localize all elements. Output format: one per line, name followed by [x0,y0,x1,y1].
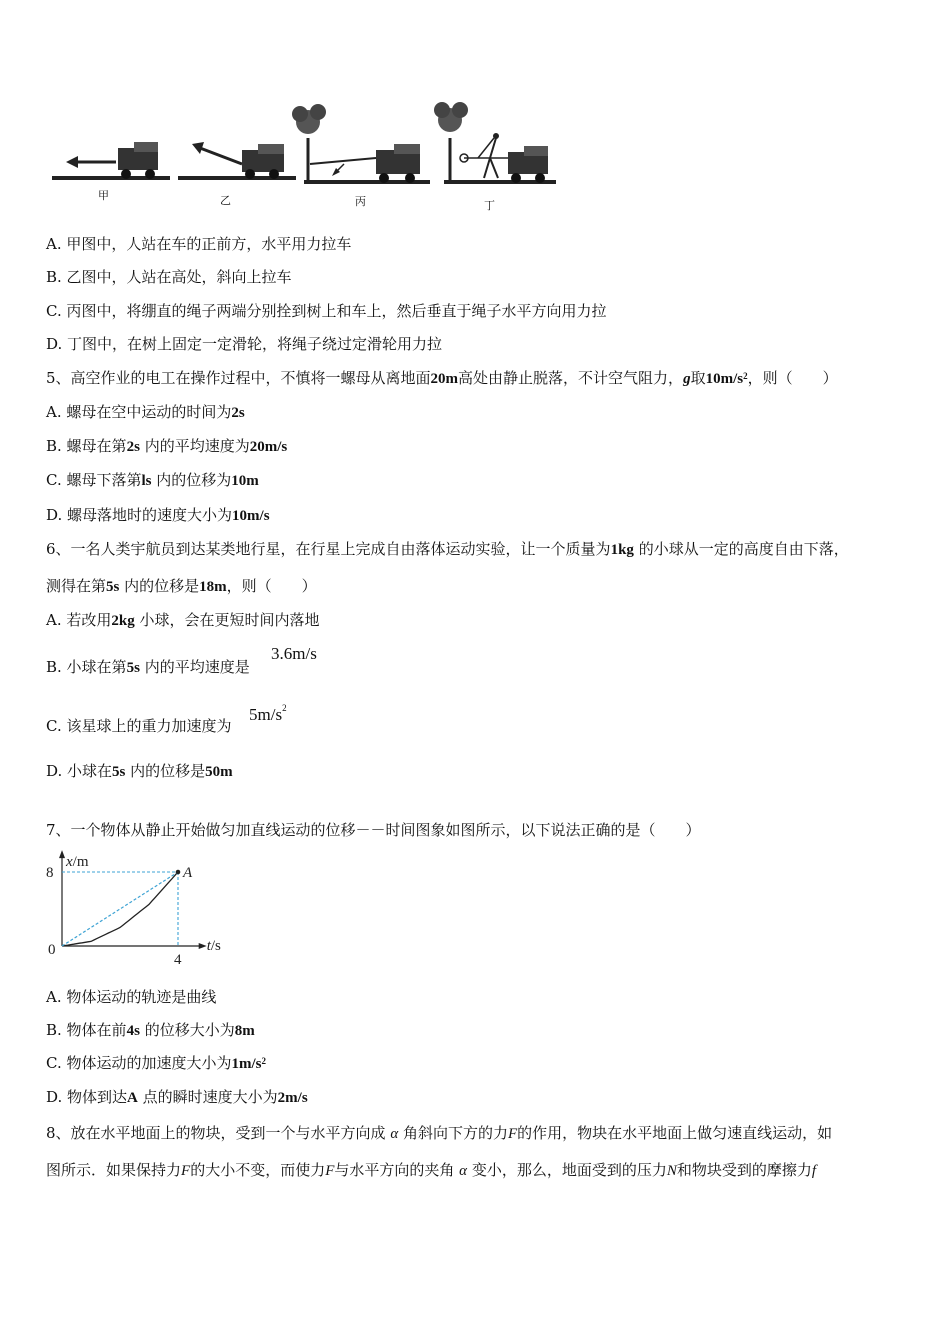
x-axis-label: t/s [206,938,221,954]
q8-stem-line1 [46,1123,832,1144]
q8-text-3: 的作用，物块在水平地面上做匀速直线运动，如 [517,1124,833,1142]
caption-bing: 丙 [355,195,366,208]
series-dashed [62,872,178,946]
q5-g-symbol: g [683,371,691,387]
point-a-label: A [183,865,193,881]
panel-jia [52,142,170,180]
q6-displacement: 18m [199,579,227,595]
q7-option-b [46,1020,255,1041]
q5-option-c-val2: 10m [231,473,259,489]
q6-mass: 1kg [610,542,634,558]
q6-option-d-val1: 5s [112,764,126,780]
q5-option-a-text: A. 螺母在空中运动的时间为 [46,403,232,421]
q6-stem-text: 6、一名人类宇航员到达某类地行星，在行星上完成自由落体运动实验，让一个质量为 [46,540,611,558]
q6-stem-end: ，则（ ） [226,577,317,595]
q8-text-4: 图所示．如果保持力 [46,1161,182,1179]
q6-option-b-val: 5s [126,660,140,676]
x-axis-arrow [199,943,207,949]
caption-yi: 乙 [220,194,231,207]
y-tick-8: 8 [46,865,54,881]
q5-option-d [46,505,270,526]
q7-option-d-text2: 点的瞬时速度大小为 [142,1088,278,1106]
q4-option-a: A. 甲图中，人站在车的正前方，水平用力拉车 [46,235,352,253]
q6-option-b-math: 3.6m/s [271,644,317,663]
q8-normal-force: N [666,1163,677,1179]
q6-stem-text-3: 测得在第 [46,577,107,595]
q6-option-c-math-val: 5m/s [249,705,283,724]
q5-stem [46,368,838,389]
caption-jia: 甲 [98,189,109,202]
q5-option-b-val1: 2s [126,439,140,455]
q7-option-d-val: 2m/s [277,1090,308,1106]
q8-force-1: F [508,1126,518,1142]
q4-figure [46,98,566,210]
q4-option-c: C. 丙图中，将绷直的绳子两端分别拴到树上和车上，然后垂直于绳子水平方向用力拉 [46,302,607,320]
panel-yi [178,142,296,180]
q7-option-c [46,1053,266,1074]
q5-option-c-val1: ls [141,473,152,489]
x-tick-4: 4 [174,952,182,968]
q6-option-c-math-exp: 2 [282,703,287,713]
q8-text-8: 和物块受到的摩擦力 [676,1161,812,1179]
q7-option-c-exp: 2 [261,1056,266,1066]
q7-option-d [46,1087,308,1108]
q6-option-d-text2: 内的位移是 [130,762,206,780]
panel-ding [434,102,556,184]
q7-option-b-val1: 4s [126,1023,140,1039]
q6-option-d-val2: 50m [205,764,233,780]
q6-stem-line2 [46,576,317,597]
q8-stem-line2 [46,1160,816,1181]
q8-friction: f [811,1163,817,1179]
q6-option-c-math [249,705,287,725]
q7-option-c-text: C. 物体运动的加速度大小为 [46,1054,232,1072]
q5-g-exp: 2 [743,371,748,381]
q5-option-d-text: D. 螺母落地时的速度大小为 [46,506,233,524]
panel-bing [292,104,430,184]
q8-force-3: F [325,1163,335,1179]
q7-option-c-val: 1m/s [231,1056,262,1072]
q5-option-d-val: 10m/s [232,508,270,524]
q7-option-b-val2: 8m [234,1023,255,1039]
q5-option-b-text2: 内的平均速度为 [144,437,250,455]
q7-option-b-text: B. 物体在前 [46,1021,127,1039]
q7-option-b-text2: 的位移大小为 [144,1021,235,1039]
q5-option-c [46,470,259,491]
q6-second: 5s [106,579,120,595]
chart-labels [46,854,221,968]
y-axis-arrow [59,850,65,858]
q8-text-2: 角斜向下方的力 [402,1124,508,1142]
q5-option-c-text: C. 螺母下落第 [46,471,142,489]
q5-height: 20m [430,371,459,387]
q5-option-a [46,402,245,423]
point-a [176,870,181,875]
q6-stem-line1 [46,539,849,560]
q4-option-d: D. 丁图中，在树上固定一定滑轮，将绳子绕过定滑轮用力拉 [46,335,443,353]
q6-option-a [46,610,320,631]
q8-text-1: 8、放在水平地面上的物块，受到一个与水平方向成 [46,1124,386,1142]
q7-option-a: A. 物体运动的轨迹是曲线 [46,988,217,1006]
q6-option-b-text2: 内的平均速度是 [144,658,250,676]
q7-option-d-point: A [127,1090,138,1106]
q5-option-b-val2: 20m/s [249,439,288,455]
chart-marks [62,870,180,946]
y-axis-label: x/m [66,854,89,870]
q7-xt-chart [40,848,230,968]
q6-option-a-val: 2kg [111,613,135,629]
q4-option-b: B. 乙图中，人站在高处，斜向上拉车 [46,268,292,286]
q8-text-6: 与水平方向的夹角 [334,1161,455,1179]
q5-g-value: 10m/s [705,371,744,387]
q6-option-b-text: B. 小球在第 [46,658,127,676]
q8-force-2: F [181,1163,191,1179]
q5-option-b-text: B. 螺母在第 [46,437,127,455]
q8-alpha-2: α [459,1163,468,1179]
q5-stem-text-2: 高处由静止脱落，不计空气阻力， [458,369,684,387]
q5-option-b [46,436,287,457]
q6-option-c-text: C. 该星球上的重力加速度为 [46,717,232,735]
q5-option-c-text2: 内的位移为 [156,471,232,489]
origin-tick: 0 [48,942,56,958]
q5-stem-text: 5、高空作业的电工在操作过程中，不慎将一螺母从离地面 [46,369,431,387]
q5-stem-end: ，则（ ） [747,369,838,387]
q6-option-b [46,657,250,678]
q5-stem-text-3: 取 [690,369,706,387]
q8-text-7: 变小，那么，地面受到的压力 [471,1161,667,1179]
q6-stem-text-4: 内的位移是 [124,577,200,595]
q5-option-a-val: 2s [231,405,245,421]
q7-stem: 7、一个物体从静止开始做匀加直线运动的位移－－时间图象如图所示，以下说法正确的是（ ） [46,821,701,839]
q6-stem-text-2: 的小球从一定的高度自由下落， [638,540,849,558]
q6-option-a-text2: 小球，会在更短时间内落地 [139,611,320,629]
q8-text-5: 的大小不变，而使力 [190,1161,326,1179]
q6-option-c [46,716,231,736]
q7-option-d-text: D. 物体到达 [46,1088,128,1106]
q6-option-a-text: A. 若改用 [46,611,112,629]
q6-option-d [46,761,233,782]
q8-alpha-1: α [390,1126,399,1142]
caption-ding: 丁 [484,199,495,212]
q6-option-d-text: D. 小球在 [46,762,113,780]
